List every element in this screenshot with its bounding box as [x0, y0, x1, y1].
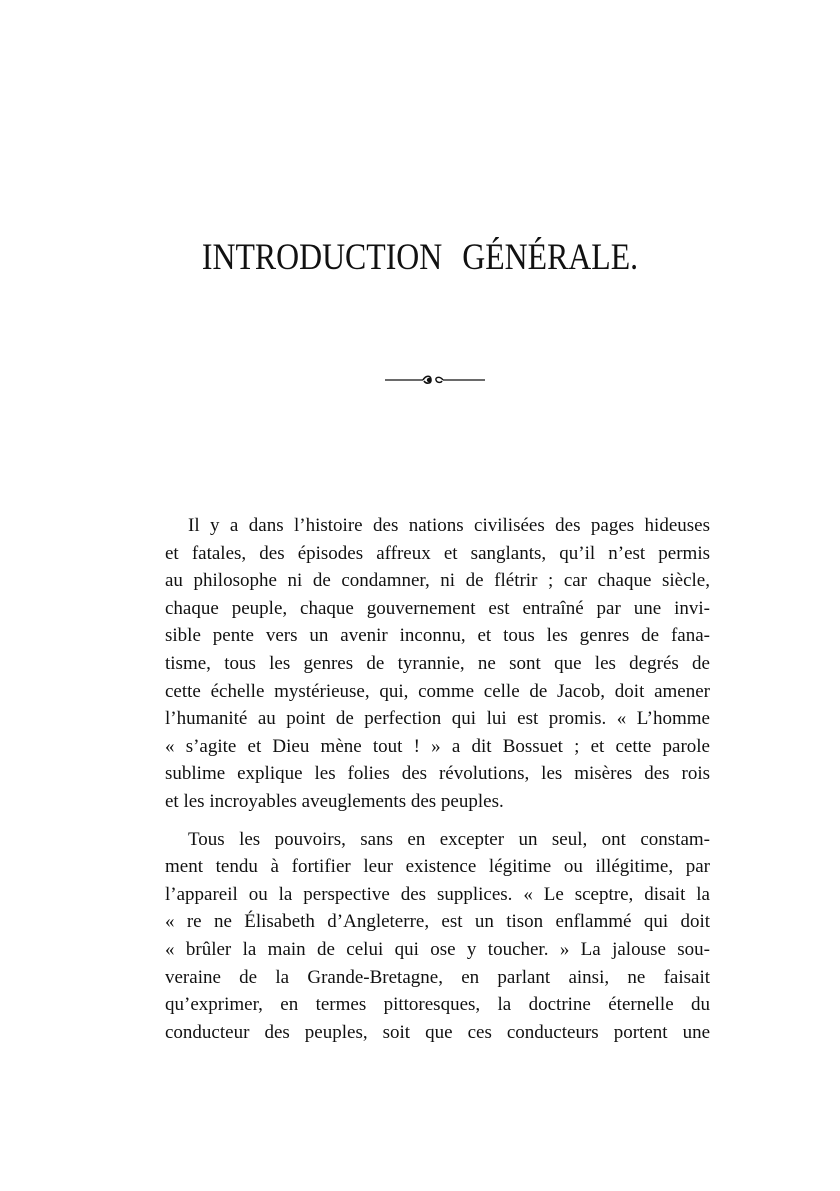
- text-line: ment tendu à fortifier leur existence légitime ou illégitime, par: [165, 856, 710, 878]
- text-line: « s’agite et Dieu mène tout ! » a dit Bossuet ; et cette parole: [165, 735, 710, 757]
- text-line: et les incroyables aveuglements des peuples.: [165, 790, 504, 812]
- text-line: Il y a dans l’histoire des nations civilisées des pages hideuses: [188, 515, 710, 536]
- text-line: l’appareil ou la perspective des supplices. « Le sceptre, disait la: [165, 883, 710, 905]
- ornament-divider-icon: [385, 371, 485, 389]
- text-line: cette échelle mystérieuse, qui, comme celle de Jacob, doit amener: [165, 680, 710, 702]
- text-line: « re ne Élisabeth d’Angleterre, est un tison enflammé qui doit: [165, 911, 710, 933]
- text-line: veraine de la Grande-Bretagne, en parlant ainsi, ne faisait: [165, 966, 710, 988]
- text-line: sublime explique les folies des révolutions, les misères des rois: [165, 763, 710, 785]
- paragraph-1: [165, 512, 710, 816]
- text-line: « brûler la main de celui qui ose y toucher. » La jalouse sou-: [165, 938, 710, 960]
- body-text: [165, 512, 710, 1046]
- text-line: chaque peuple, chaque gouvernement est entraîné par une invi-: [165, 597, 710, 619]
- text-line: conducteur des peuples, soit que ces conducteurs portent une: [165, 1021, 710, 1043]
- text-line: sible pente vers un avenir inconnu, et tous les genres de fana-: [165, 625, 710, 647]
- text-line: qu’exprimer, en termes pittoresques, la doctrine éternelle du: [165, 994, 710, 1016]
- text-line: l’humanité au point de perfection qui lui est promis. « L’homme: [165, 708, 710, 730]
- text-line: et fatales, des épisodes affreux et sanglants, qu’il n’est permis: [165, 542, 710, 564]
- paragraph-2: [165, 826, 710, 1047]
- text-line: Tous les pouvoirs, sans en excepter un seul, ont constam-: [188, 828, 710, 850]
- text-line: tisme, tous les genres de tyrannie, ne sont que les degrés de: [165, 652, 710, 674]
- chapter-title: INTRODUCTION GÉNÉRALE.: [201, 237, 639, 278]
- text-line: au philosophe ni de condamner, ni de flétrir ; car chaque siècle,: [165, 570, 710, 592]
